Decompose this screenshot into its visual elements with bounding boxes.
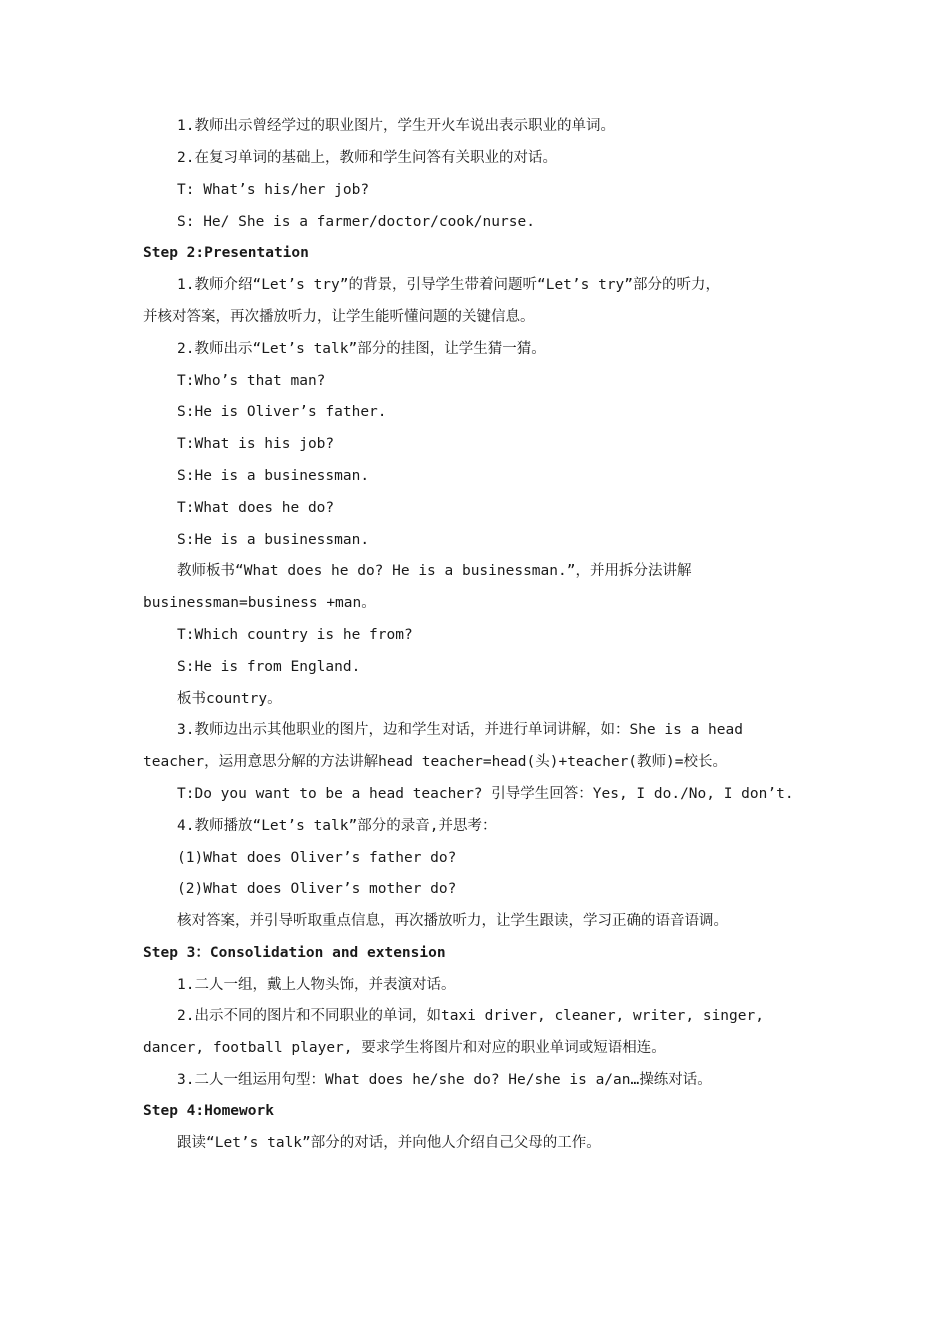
section-heading: Step 4:Homework	[143, 1103, 274, 1119]
dialogue-line: S:He is a businessman.	[177, 532, 370, 548]
paragraph-line: 核对答案，并引导听取重点信息，再次播放听力，让学生跟读，学习正确的语音语调。	[177, 913, 728, 929]
paragraph-line: businessman=business +man。	[143, 595, 376, 611]
dialogue-line: T:Which country is he from?	[177, 627, 413, 643]
dialogue-line: S: He/ She is a farmer/doctor/cook/nurse.	[177, 214, 535, 230]
paragraph-line: 2.教师出示“Let’s talk”部分的挂图，让学生猜一猜。	[177, 341, 546, 357]
section-heading: Step 3：Consolidation and extension	[143, 945, 446, 961]
paragraph-line: 2.出示不同的图片和不同职业的单词，如taxi driver, cleaner, writer, singer,	[177, 1008, 764, 1024]
section-heading: Step 2:Presentation	[143, 245, 309, 261]
paragraph-line: dancer, football player, 要求学生将图片和对应的职业单词或短语相连。	[143, 1040, 666, 1056]
dialogue-line: S:He is a businessman.	[177, 468, 370, 484]
paragraph-line: teacher，运用意思分解的方法讲解head teacher=head(头)+teacher(教师)=校长。	[143, 754, 727, 770]
dialogue-line: T: What’s his/her job?	[177, 182, 370, 198]
dialogue-line: S:He is from England.	[177, 659, 361, 675]
dialogue-line: T:What is his job?	[177, 436, 335, 452]
paragraph-line: 板书country。	[177, 691, 282, 707]
paragraph-line: 1.教师出示曾经学过的职业图片，学生开火车说出表示职业的单词。	[177, 118, 615, 134]
question-line: (1)What does Oliver’s father do?	[177, 850, 457, 866]
dialogue-line: T:Do you want to be a head teacher? 引导学生回答：Yes, I do./No, I don’t.	[177, 786, 794, 802]
dialogue-line: S:He is Oliver’s father.	[177, 404, 387, 420]
paragraph-line: 1.教师介绍“Let’s try”的背景，引导学生带着问题听“Let’s try”部分的听力，	[177, 277, 721, 293]
paragraph-line: 2.在复习单词的基础上，教师和学生问答有关职业的对话。	[177, 150, 557, 166]
paragraph-line: 3.教师边出示其他职业的图片，边和学生对话，并进行单词讲解，如：She is a head	[177, 722, 743, 738]
paragraph-line: 4.教师播放“Let’s talk”部分的录音,并思考：	[177, 818, 497, 834]
paragraph-line: 1.二人一组，戴上人物头饰，并表演对话。	[177, 977, 456, 993]
paragraph-line: 跟读“Let’s talk”部分的对话，并向他人介绍自己父母的工作。	[177, 1135, 601, 1151]
paragraph-line: 3.二人一组运用句型：What does he/she do? He/she is a/an…操练对话。	[177, 1072, 712, 1088]
dialogue-line: T:What does he do?	[177, 500, 335, 516]
question-line: (2)What does Oliver’s mother do?	[177, 881, 457, 897]
paragraph-line: 并核对答案，再次播放听力，让学生能听懂问题的关键信息。	[143, 309, 535, 325]
dialogue-line: T:Who’s that man?	[177, 373, 326, 389]
paragraph-line: 教师板书“What does he do? He is a businessman.”，并用拆分法讲解	[177, 563, 692, 579]
